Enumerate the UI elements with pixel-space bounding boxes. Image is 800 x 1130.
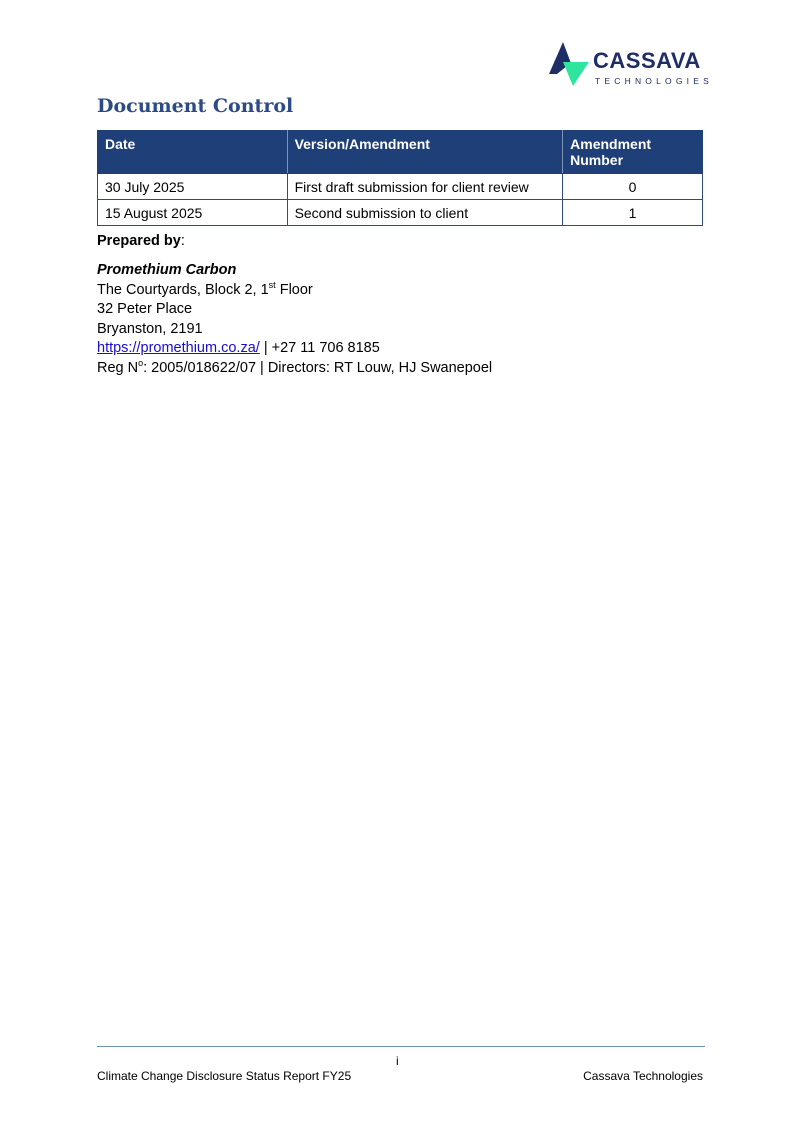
table-row [98,174,703,200]
website-link[interactable]: https://promethium.co.za/ [97,340,260,357]
cell-date: 15 August 2025 [98,200,288,226]
cell-version: Second submission to client [287,200,563,226]
address-line-1-b: Floor [275,281,313,298]
footer-divider [97,1046,705,1047]
cell-date: 30 July 2025 [98,174,288,200]
table-row [98,200,703,226]
header-amendment-number: Amendment Number [563,131,703,174]
cassava-logo-mark-icon [549,40,593,88]
logo-wordmark: CASSAVA [593,48,701,73]
document-control-heading: Document Control [97,95,294,117]
document-control-table [97,130,703,226]
address-line-1-sup: st [268,279,276,290]
reg-sup: o [138,358,144,369]
reg-b: : 2005/018622/07 | Directors: RT Louw, HJ Swanepoel [143,359,493,376]
prepared-by-label [97,233,185,249]
preparer-company: Promethium Carbon [97,262,237,278]
address-line-3: Bryanston, 2191 [97,320,203,337]
cell-version: First draft submission for client review [287,174,563,200]
address-line-1-a: The Courtyards, Block 2, 1 [97,281,269,298]
header-version: Version/Amendment [287,131,563,174]
cell-number: 1 [563,200,703,226]
cell-number: 0 [563,174,703,200]
footer-report-title: Climate Change Disclosure Status Report FY25 [97,1069,352,1083]
prepared-by-colon: : [180,233,185,249]
address-line-1 [97,281,492,301]
phone-number: | +27 11 706 8185 [259,340,380,357]
preparer-address [97,261,492,379]
footer-company: Cassava Technologies [583,1069,703,1083]
table-header-row [98,131,703,174]
prepared-by-text: Prepared by [97,233,181,249]
registration-line [97,359,492,379]
reg-a: Reg N [97,359,139,376]
address-line-2: 32 Peter Place [97,301,193,318]
page-number: i [396,1054,399,1068]
contact-line [97,339,492,359]
cassava-logo [549,40,713,88]
header-date: Date [98,131,288,174]
logo-subtitle: TECHNOLOGIES [595,76,713,86]
